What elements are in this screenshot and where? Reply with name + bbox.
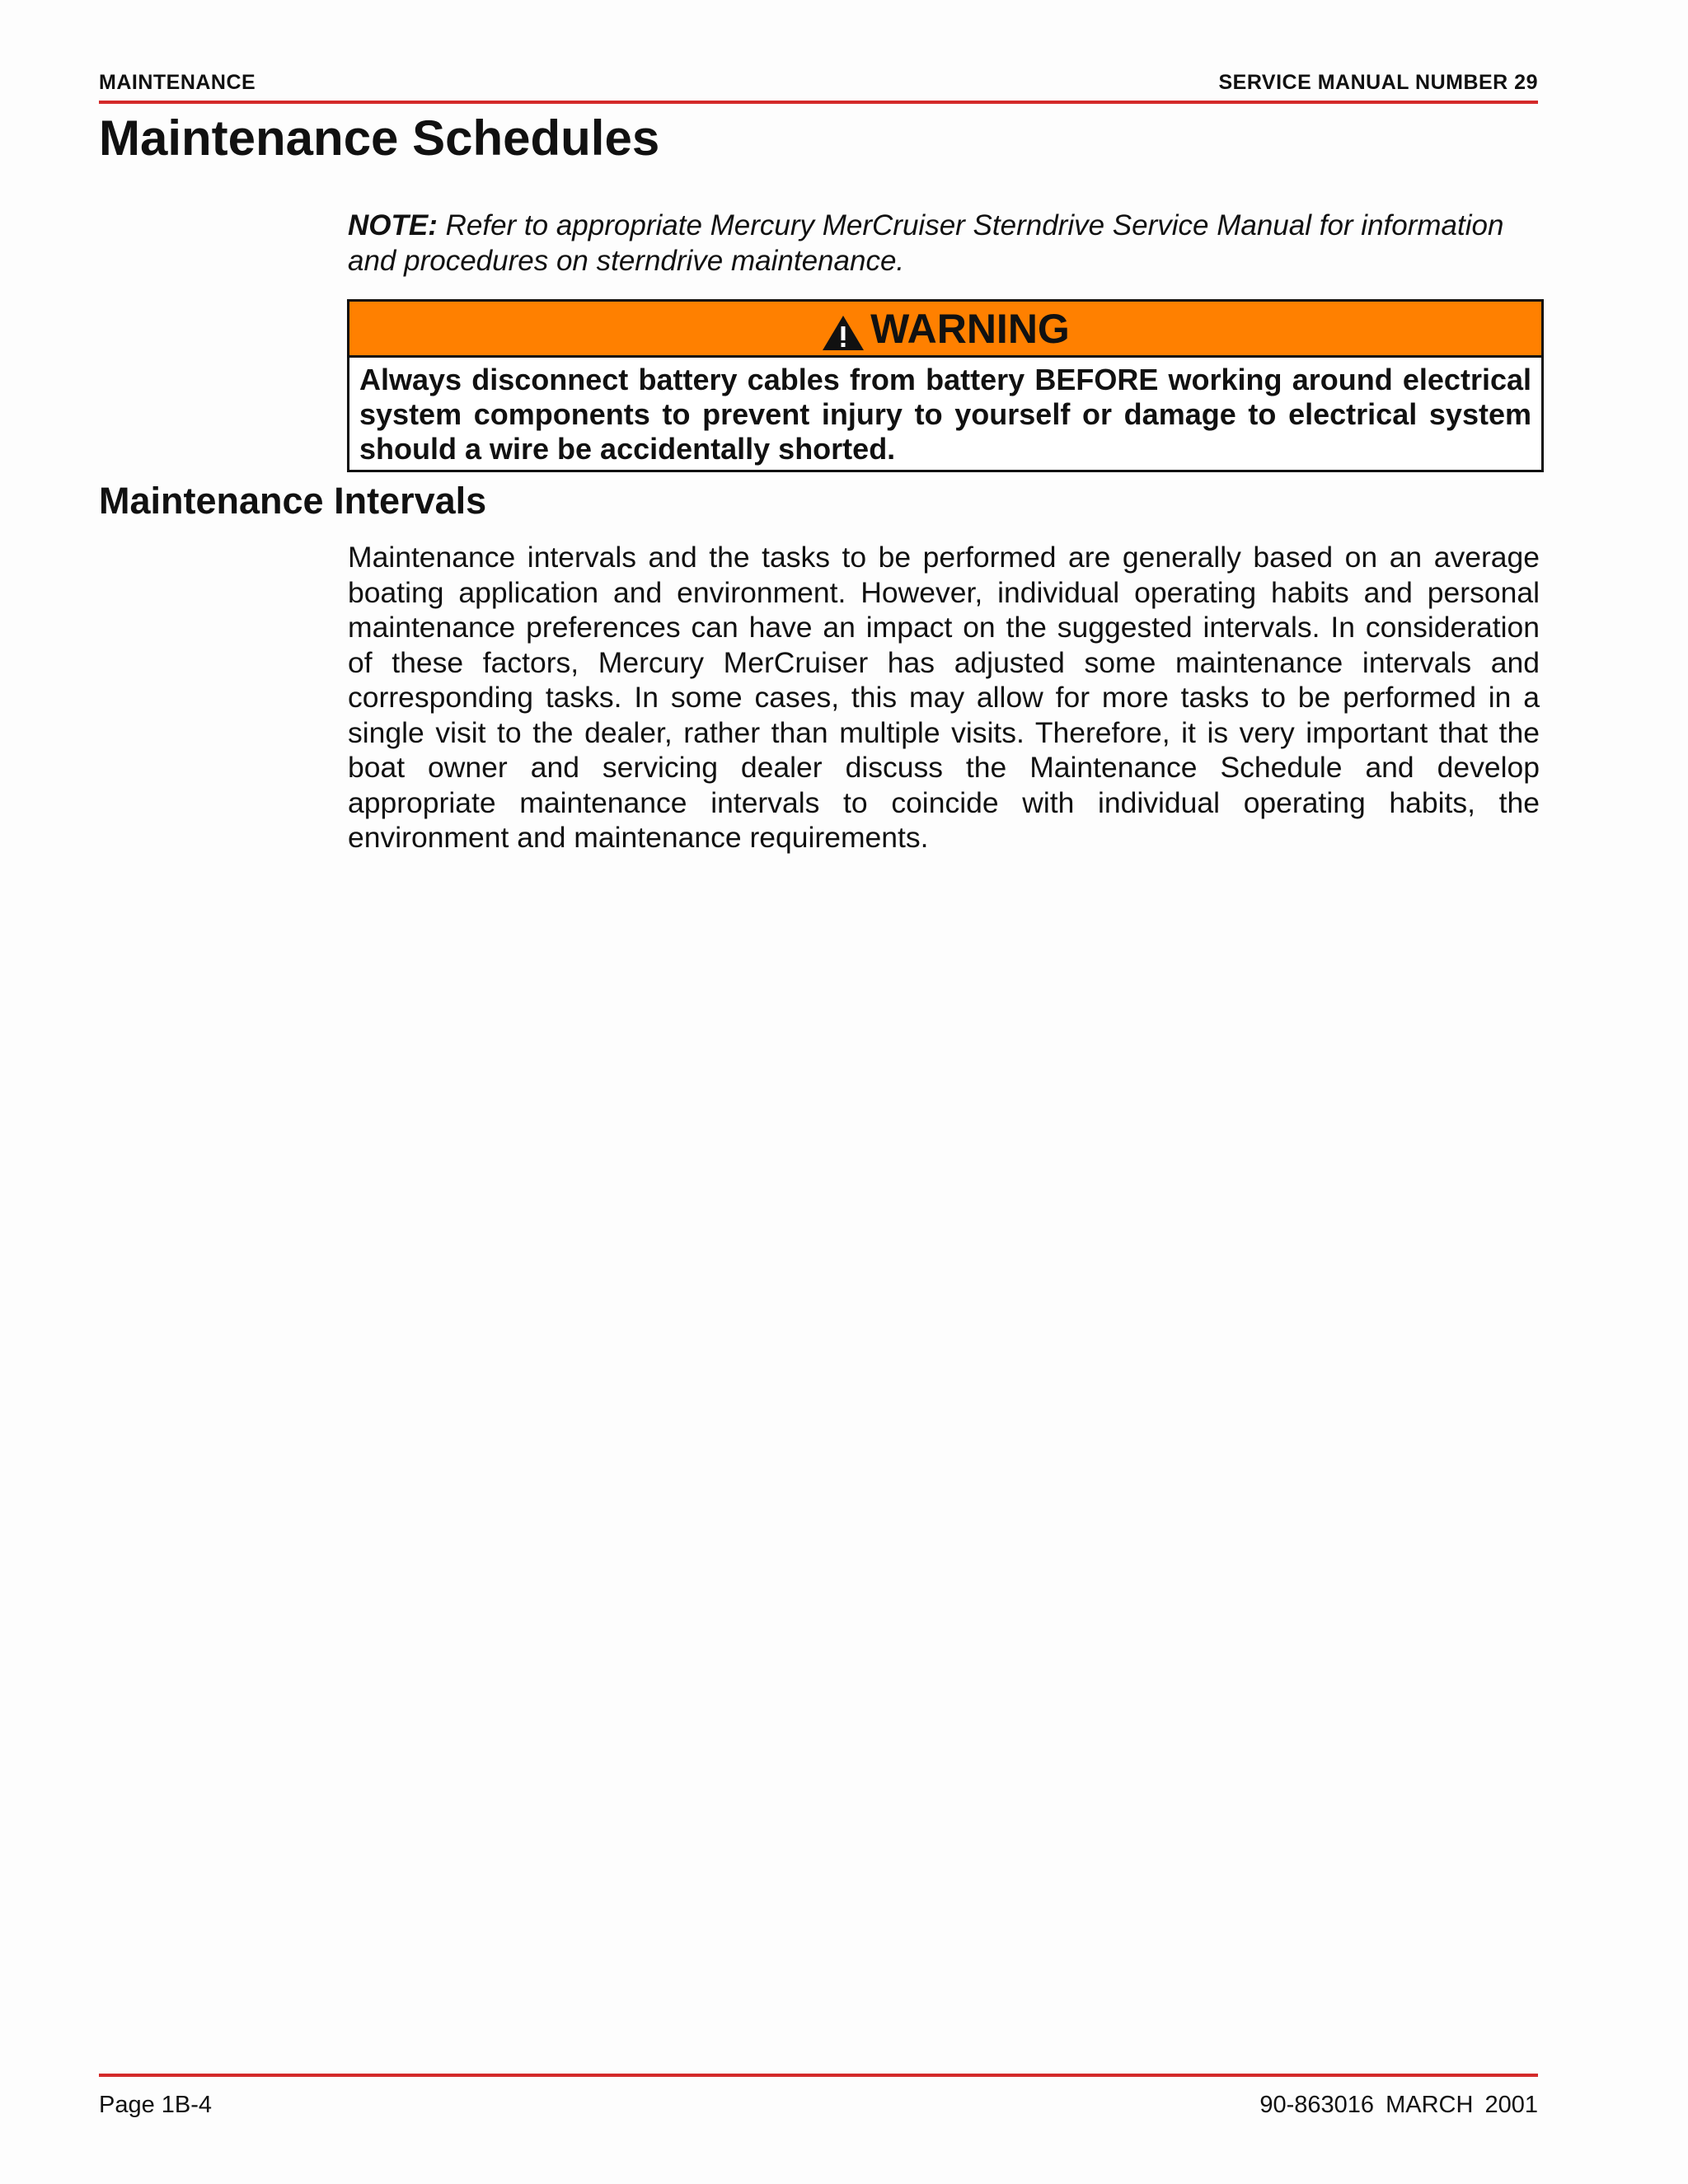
section-title-maintenance-intervals: Maintenance Intervals: [99, 480, 487, 522]
warning-triangle-icon: [821, 314, 865, 352]
warning-title: WARNING: [870, 305, 1070, 352]
note-label: NOTE:: [348, 209, 438, 241]
document-id-date: 90-863016 MARCH 2001: [1259, 2092, 1538, 2118]
header-section-label: MAINTENANCE: [99, 71, 256, 94]
warning-text: Always disconnect battery cables from battery BEFORE working around electrical system components to prevent injury to yourself or damage to electrical system should a wire be accidentally shorted.: [359, 363, 1531, 466]
warning-box: [347, 299, 1544, 472]
note-text: Refer to appropriate Mercury MerCruiser Sterndrive Service Manual for information and procedures on sterndrive maintenance.: [348, 209, 1504, 277]
page-number: Page 1B-4: [99, 2092, 213, 2118]
page-footer: [99, 2074, 1538, 2118]
warning-header: [349, 302, 1541, 358]
maintenance-intervals-paragraph: Maintenance intervals and the tasks to be performed are generally based on an average boating application and environment. However, individual operating habits and personal maintenance preferences can have an impact on the suggested intervals. In consideration of these factors, Mercury MerCruiser has adjusted some maintenance intervals and corresponding tasks. In some cases, this may allow for more tasks to be performed in a single visit to the dealer, rather than multiple visits. Therefore, it is very important that the boat owner and servicing dealer discuss the Maintenance Schedule and develop appropriate maintenance intervals to coincide with individual operating habits, the environment and maintenance requirements.: [348, 541, 1540, 854]
page-title: Maintenance Schedules: [99, 110, 660, 166]
header-manual-number: SERVICE MANUAL NUMBER 29: [1218, 71, 1538, 94]
note-paragraph: [348, 208, 1543, 279]
page-header: [99, 71, 1538, 104]
